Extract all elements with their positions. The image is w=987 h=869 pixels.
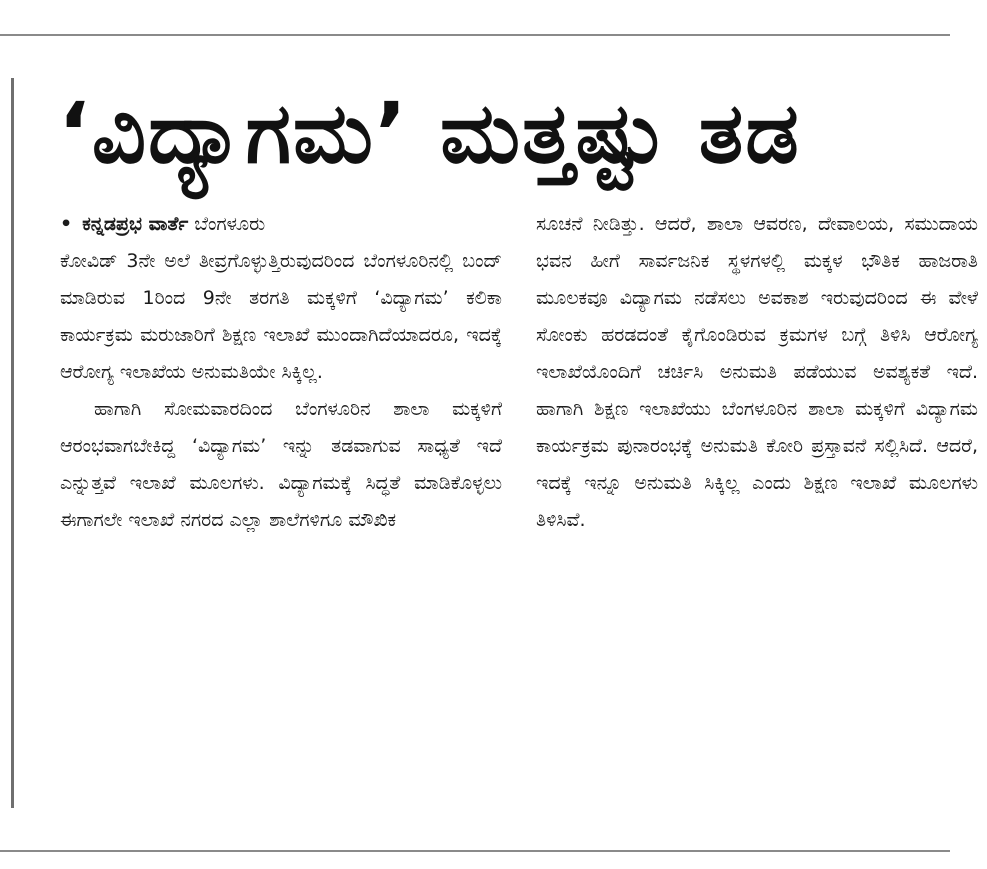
byline <box>60 206 502 243</box>
right-paragraph-1: ಸೂಚನೆ ನೀಡಿತ್ತು. ಆದರೆ, ಶಾಲಾ ಆವರಣ, ದೇವಾಲಯ, ಸಮುದಾಯ ಭವನ ಹೀಗೆ ಸಾರ್ವಜನಿಕ ಸ್ಥಳಗಳಲ್ಲಿ ಮಕ್ಕಳ ಭೌತಿಕ ಹಾಜರಾತಿ ಮೂಲಕವೂ ವಿದ್ಯಾಗಮ ನಡೆಸಲು ಅವಕಾಶ ಇರುವುದರಿಂದ ಈ ವೇಳೆ ಸೋಂಕು ಹರಡದಂತೆ ಕೈಗೊಂಡಿರುವ ಕ್ರಮಗಳ ಬಗ್ಗೆ ತಿಳಿಸಿ ಆರೋಗ್ಯ ಇಲಾಖೆಯೊಂದಿಗೆ ಚರ್ಚಿಸಿ ಅನುಮತಿ ಪಡೆಯುವ ಅವಶ್ಯಕತೆ ಇದೆ. ಹಾಗಾಗಿ ಶಿಕ್ಷಣ ಇಲಾಖೆಯು ಬೆಂಗಳೂರಿನ ಶಾಲಾ ಮಕ್ಕಳಿಗೆ ವಿದ್ಯಾಗಮ ಕಾರ್ಯಕ್ರಮ ಪುನಾರಂಭಕ್ಕೆ ಅನುಮತಿ ಕೋರಿ ಪ್ರಸ್ತಾವನೆ ಸಲ್ಲಿಸಿದೆ. ಆದರೆ, ಇದಕ್ಕೆ ಇನ್ನೂ ಅನುಮತಿ ಸಿಕ್ಕಿಲ್ಲ ಎಂದು ಶಿಕ್ಷಣ ಇಲಾಖೆ ಮೂಲಗಳು ತಿಳಿಸಿವೆ. <box>536 213 978 531</box>
bottom-divider-rule <box>0 850 950 852</box>
left-margin-bar <box>11 78 14 808</box>
left-paragraph-1: ಕೋವಿಡ್ 3ನೇ ಅಲೆ ತೀವ್ರಗೊಳ್ಳುತ್ತಿರುವುದರಿಂದ ಬೆಂಗಳೂರಿನಲ್ಲಿ ಬಂದ್ ಮಾಡಿರುವ 1ರಿಂದ 9ನೇ ತರಗತಿ ಮಕ್ಕಳಿಗೆ ‘ವಿದ್ಯಾಗಮ’ ಕಲಿಕಾ ಕಾರ್ಯಕ್ರಮ ಮರುಜಾರಿಗೆ ಶಿಕ್ಷಣ ಇಲಾಖೆ ಮುಂದಾಗಿದೆಯಾದರೂ, ಇದಕ್ಕೆ ಆರೋಗ್ಯ ಇಲಾಖೆಯ ಅನುಮತಿಯೇ ಸಿಕ್ಕಿಲ್ಲ. <box>60 250 502 383</box>
left-paragraph-2: ಹಾಗಾಗಿ ಸೋಮವಾರದಿಂದ ಬೆಂಗಳೂರಿನ ಶಾಲಾ ಮಕ್ಕಳಿಗೆ ಆರಂಭವಾಗಬೇಕಿದ್ದ ‘ವಿದ್ಯಾಗಮ’ ಇನ್ನು ತಡವಾಗುವ ಸಾಧ್ಯತೆ ಇದೆ ಎನ್ನುತ್ತವೆ ಇಲಾಖೆ ಮೂಲಗಳು. ವಿದ್ಯಾಗಮಕ್ಕೆ ಸಿದ್ಧತೆ ಮಾಡಿಕೊಳ್ಳಲು ಈಗಾಗಲೇ ಇಲಾಖೆ ನಗರದ ಎಲ್ಲಾ ಶಾಲೆಗಳಿಗೂ ಮೌಖಿಕ <box>60 398 502 531</box>
byline-agency: ಕನ್ನಡಪ್ರಭ ವಾರ್ತೆ <box>82 213 189 235</box>
article-column-right <box>536 206 978 539</box>
article-column-left <box>60 206 502 539</box>
byline-bullet: • <box>60 213 73 235</box>
top-divider-rule <box>0 34 950 36</box>
byline-place: ಬೆಂಗಳೂರು <box>194 213 266 235</box>
article-headline: ‘ವಿದ್ಯಾಗಮ’ ಮತ್ತಷ್ಟು ತಡ <box>58 84 801 182</box>
